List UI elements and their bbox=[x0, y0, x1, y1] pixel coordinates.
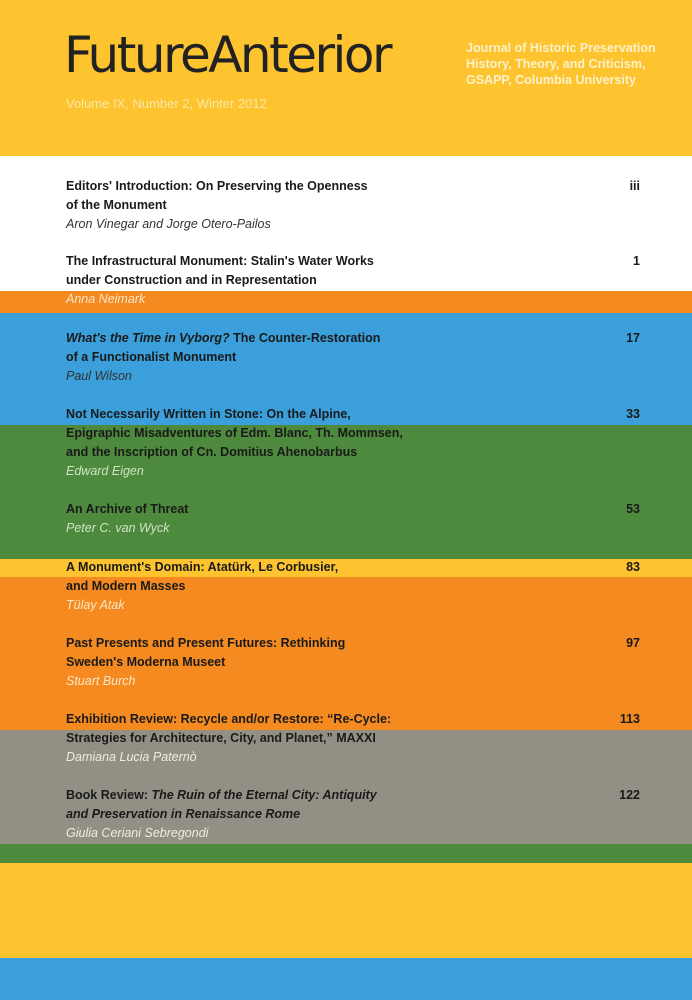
toc-entry-page: 17 bbox=[626, 331, 640, 345]
toc-entry-title bbox=[66, 405, 506, 462]
toc-entry-author: Anna Neimark bbox=[66, 292, 146, 306]
toc-entry-page: iii bbox=[629, 179, 640, 193]
toc-entry-monuments-domain bbox=[66, 558, 666, 615]
title-italic: The Ruin of the Eternal City: Antiquity bbox=[151, 788, 377, 802]
title-italic: and Preservation in Renaissance Rome bbox=[66, 807, 301, 821]
title-italic: What's the Time in Vyborg? bbox=[66, 331, 230, 345]
title-line: of the Monument bbox=[66, 198, 167, 212]
title-line bbox=[66, 805, 466, 824]
title-line: A Monument's Domain: Atatürk, Le Corbusier, bbox=[66, 560, 339, 574]
toc-entry-page: 122 bbox=[619, 788, 640, 802]
journal-line-1: Journal of Historic Preservation bbox=[466, 41, 656, 55]
toc-entry-author: Edward Eigen bbox=[66, 464, 144, 478]
toc-entry-written-in-stone bbox=[66, 405, 666, 481]
toc-entry-author: Stuart Burch bbox=[66, 674, 136, 688]
title-line: Past Presents and Present Futures: Rethinking bbox=[66, 636, 346, 650]
toc-entry-author: Tülay Atak bbox=[66, 598, 125, 612]
toc-entry-page: 33 bbox=[626, 407, 640, 421]
toc-entry-title bbox=[66, 558, 466, 596]
toc-entry-author: Damiana Lucia Paternò bbox=[66, 750, 197, 764]
toc-entry-page: 83 bbox=[626, 560, 640, 574]
journal-title: FutureAnterior bbox=[64, 26, 391, 84]
toc-entry-page: 53 bbox=[626, 502, 640, 516]
title-line: Strategies for Architecture, City, and Planet,” MAXXI bbox=[66, 731, 376, 745]
toc-entry-archive-of-threat bbox=[66, 500, 666, 538]
title-line: An Archive of Threat bbox=[66, 502, 189, 516]
title-line: Exhibition Review: Recycle and/or Restore: “Re-Cycle: bbox=[66, 712, 392, 726]
toc-entry-author: Peter C. van Wyck bbox=[66, 521, 170, 535]
title-plain: Book Review: bbox=[66, 788, 152, 802]
band-yellow-3 bbox=[0, 863, 692, 958]
toc-entry-title bbox=[66, 786, 466, 824]
title-line bbox=[66, 786, 466, 805]
toc-entry-page: 1 bbox=[633, 254, 640, 268]
journal-description bbox=[466, 40, 688, 88]
toc-entry-author: Aron Vinegar and Jorge Otero-Pailos bbox=[66, 217, 271, 231]
title-line: and the Inscription of Cn. Domitius Ahenobarbus bbox=[66, 445, 358, 459]
toc-entry-page: 113 bbox=[619, 712, 640, 726]
toc-entry-book-review bbox=[66, 786, 666, 843]
title-line: Editors' Introduction: On Preserving the Openness bbox=[66, 179, 368, 193]
toc-entry-title bbox=[66, 177, 466, 215]
toc-entry-vyborg bbox=[66, 329, 666, 386]
toc-entry-author: Giulia Ceriani Sebregondi bbox=[66, 826, 209, 840]
title-line: The Infrastructural Monument: Stalin's Water Works bbox=[66, 254, 374, 268]
title-line: Sweden's Moderna Museet bbox=[66, 655, 226, 669]
toc-entry-infrastructural-monument bbox=[66, 252, 666, 309]
toc-entry-title bbox=[66, 329, 466, 367]
toc-entry-title bbox=[66, 634, 466, 672]
title-line bbox=[66, 329, 466, 348]
volume-info: Volume IX, Number 2, Winter 2012 bbox=[66, 96, 267, 111]
journal-line-2: History, Theory, and Criticism, bbox=[466, 57, 646, 71]
band-blue-2 bbox=[0, 958, 692, 1000]
title-line: under Construction and in Representation bbox=[66, 273, 317, 287]
journal-line-3: GSAPP, Columbia University bbox=[466, 73, 636, 87]
title-line: of a Functionalist Monument bbox=[66, 350, 237, 364]
toc-entry-author: Paul Wilson bbox=[66, 369, 132, 383]
toc-entry-page: 97 bbox=[626, 636, 640, 650]
band-green-2 bbox=[0, 844, 692, 863]
toc-entry-past-presents bbox=[66, 634, 666, 691]
toc-entry-title bbox=[66, 500, 466, 519]
toc-entry-title bbox=[66, 710, 486, 748]
toc-entry-editors-introduction bbox=[66, 177, 666, 234]
title-line: and Modern Masses bbox=[66, 579, 186, 593]
title-line: Epigraphic Misadventures of Edm. Blanc, Th. Mommsen, bbox=[66, 426, 403, 440]
toc-entry-title bbox=[66, 252, 466, 290]
toc-entry-exhibition-review bbox=[66, 710, 666, 767]
title-line: Not Necessarily Written in Stone: On the Alpine, bbox=[66, 407, 351, 421]
title-rest: The Counter-Restoration bbox=[229, 331, 381, 345]
